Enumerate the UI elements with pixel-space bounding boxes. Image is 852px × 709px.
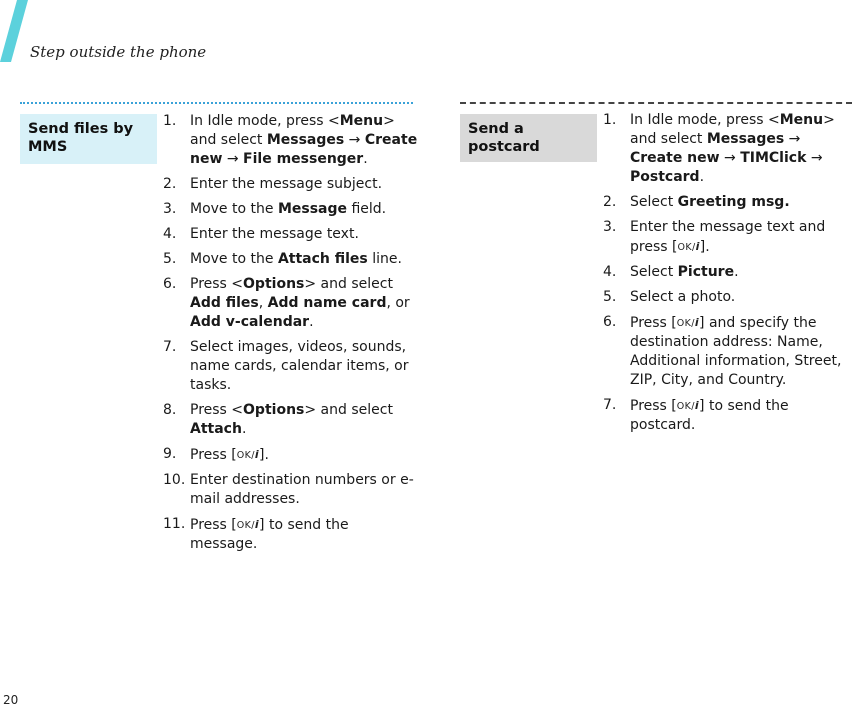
section-divider-right [460, 102, 852, 104]
step-text-fragment: . [241, 421, 247, 437]
step-text-fragment: Select a photo. [630, 289, 736, 305]
step-text-fragment: line. [367, 251, 402, 267]
step-item [163, 515, 418, 554]
step-text-fragment: Press [ [630, 398, 677, 414]
ok-key-icon: OK/i [236, 518, 260, 531]
menu-term: TIMClick [740, 150, 807, 166]
step-text [190, 401, 418, 439]
step-text-fragment: > and select [304, 402, 393, 418]
step-text-fragment: ]. [699, 239, 710, 255]
steps-list-send-postcard [603, 111, 852, 441]
step-text [190, 112, 418, 169]
step-text-fragment: Press [ [630, 315, 677, 331]
step-number: 8. [163, 402, 177, 418]
step-text-fragment: ] to send the postcard. [630, 398, 789, 433]
menu-term: Message [277, 201, 347, 217]
step-text [630, 111, 852, 187]
header-accent-bar [0, 0, 28, 62]
step-number: 2. [603, 194, 617, 210]
step-item [163, 112, 418, 169]
step-text-fragment: ] and specify the destination address: Name, Additional information, Street, ZIP, City, and Country. [630, 315, 842, 388]
step-text-fragment: In Idle mode, press < [190, 113, 340, 129]
menu-term: Create new [630, 150, 720, 166]
menu-term: Add v-calendar [190, 314, 310, 330]
step-text-fragment: Select [630, 194, 678, 210]
step-text [190, 225, 418, 244]
step-text-fragment: Press [ [190, 517, 237, 533]
step-number: 6. [603, 314, 617, 330]
step-text-fragment: In Idle mode, press < [630, 112, 780, 128]
step-text [190, 338, 418, 395]
step-text [190, 250, 418, 269]
ok-key-icon: OK/i [676, 399, 700, 412]
step-item [163, 338, 418, 395]
step-text [190, 471, 418, 509]
step-number: 9. [163, 446, 177, 462]
step-item [603, 288, 852, 307]
step-number: 5. [163, 251, 177, 267]
menu-term: Create new [190, 132, 418, 167]
step-text-fragment: Press < [190, 276, 244, 292]
step-text-fragment: Enter the message text. [190, 226, 359, 242]
step-text [190, 200, 418, 219]
step-text-fragment: > and select [630, 112, 835, 147]
step-text [190, 515, 418, 554]
steps-list-send-mms [163, 112, 418, 560]
step-number: 3. [603, 219, 617, 235]
step-item [603, 313, 852, 390]
step-number: 7. [603, 397, 617, 413]
menu-term: Attach [190, 421, 242, 437]
step-item [163, 250, 418, 269]
step-item [163, 275, 418, 332]
step-text [630, 263, 852, 282]
step-text-fragment: Press < [190, 402, 244, 418]
menu-term: Menu [779, 112, 824, 128]
step-item [603, 263, 852, 282]
menu-term: Attach files [277, 251, 368, 267]
step-text-fragment: . [699, 169, 705, 185]
step-text [190, 275, 418, 332]
step-text-fragment: , or [386, 295, 410, 311]
step-text [630, 193, 852, 212]
menu-term: Messages [706, 131, 785, 147]
step-text-fragment: Press [ [190, 447, 237, 463]
step-number: 3. [163, 201, 177, 217]
header-accent-shape [0, 0, 28, 62]
step-item [603, 193, 852, 212]
step-text-fragment: ]. [259, 447, 269, 463]
step-text-fragment: → [784, 131, 801, 147]
section-label-send-mms: Send files by MMS [20, 114, 157, 164]
step-text-fragment: . [734, 264, 739, 280]
menu-term: Menu [339, 113, 384, 129]
menu-term: Add files [190, 295, 259, 311]
step-text-fragment: Enter the message text and press [ [630, 219, 826, 255]
step-item [603, 218, 852, 257]
step-number: 7. [163, 339, 177, 355]
step-text [630, 218, 852, 257]
ok-key-icon: OK/i [236, 448, 260, 461]
step-number: 4. [163, 226, 177, 242]
step-number: 10. [163, 472, 186, 488]
step-text-fragment: Enter destination numbers or e-mail addresses. [190, 472, 414, 507]
page-number: 20 [3, 693, 19, 707]
step-text-fragment: Select images, videos, sounds, name cards, calendar items, or tasks. [190, 339, 409, 393]
menu-term: Options [243, 402, 305, 418]
step-item [163, 200, 418, 219]
step-item [163, 471, 418, 509]
menu-term: Greeting msg. [677, 194, 790, 210]
step-item [603, 396, 852, 435]
step-text-fragment: > and select [190, 113, 395, 148]
step-text [190, 445, 418, 465]
step-item [163, 225, 418, 244]
step-text-fragment: . [363, 151, 368, 167]
step-text-fragment: Enter the message subject. [190, 176, 383, 192]
step-number: 6. [163, 276, 177, 292]
step-text-fragment: > and select [304, 276, 393, 292]
step-text [630, 288, 852, 307]
step-text-fragment: → [344, 132, 365, 148]
menu-term: Add name card [267, 295, 387, 311]
step-text-fragment: Move to the [190, 201, 278, 217]
step-number: 2. [163, 176, 177, 192]
menu-term: File messenger [243, 151, 364, 167]
step-text-fragment: → [222, 151, 244, 167]
step-number: 11. [163, 516, 186, 532]
step-text [630, 313, 852, 390]
step-number: 4. [603, 264, 617, 280]
step-text-fragment: , [258, 295, 268, 311]
step-text-fragment: Select [630, 264, 678, 280]
ok-key-icon: OK/i [677, 240, 700, 253]
step-number: 5. [603, 289, 617, 305]
section-divider-left [20, 102, 413, 104]
step-item [163, 445, 418, 465]
ok-key-icon: OK/i [676, 316, 700, 329]
step-item [603, 111, 852, 187]
step-item [163, 175, 418, 194]
section-label-send-postcard: Send a postcard [460, 114, 597, 162]
step-text-fragment: ] to send the message. [190, 517, 349, 552]
step-text-fragment: → [719, 150, 741, 166]
step-number: 1. [603, 112, 617, 128]
step-text-fragment: field. [347, 201, 387, 217]
menu-term: Picture [677, 264, 735, 280]
menu-term: Options [243, 276, 305, 292]
menu-term: Postcard [630, 169, 700, 185]
page-header-title: Step outside the phone [30, 43, 207, 61]
step-text [630, 396, 852, 435]
step-text-fragment: . [309, 314, 314, 330]
step-text [190, 175, 418, 194]
step-text-fragment: Move to the [190, 251, 278, 267]
step-text-fragment: → [806, 150, 823, 166]
step-item [163, 401, 418, 439]
step-number: 1. [163, 113, 177, 129]
menu-term: Messages [266, 132, 345, 148]
